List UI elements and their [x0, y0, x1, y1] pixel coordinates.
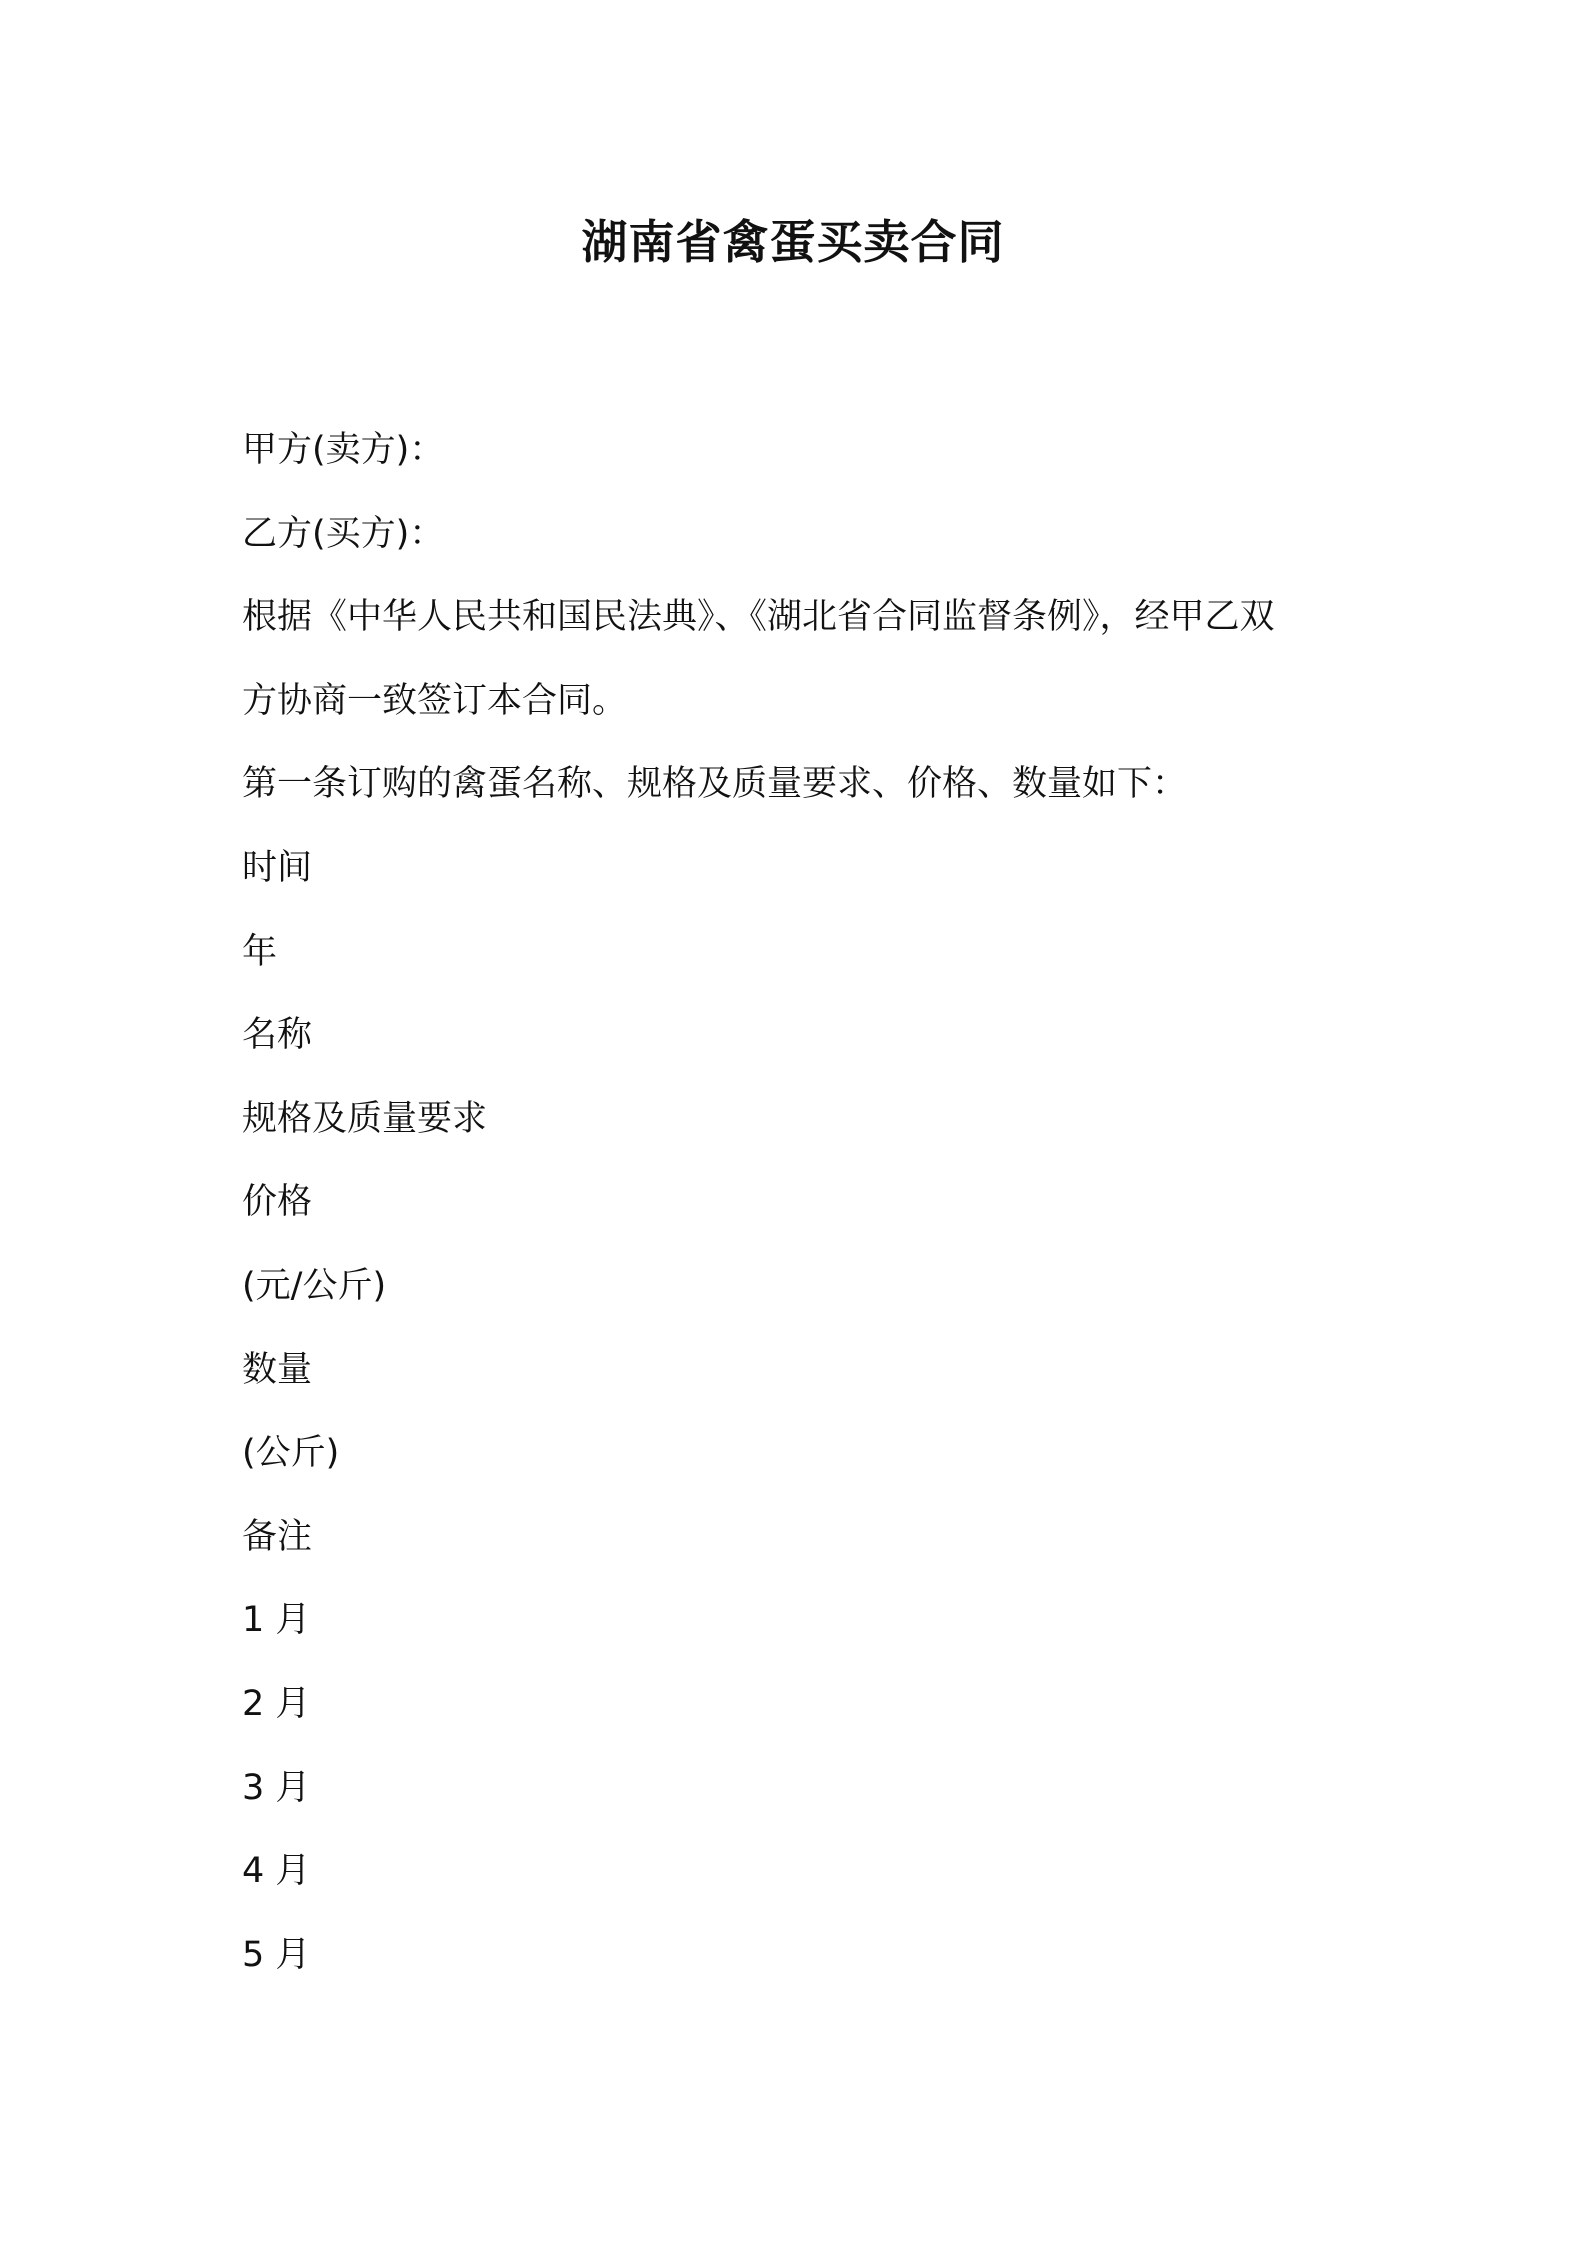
field-name: 名称: [242, 1015, 313, 1056]
field-remarks: 备注: [242, 1516, 313, 1557]
field-price-unit: (元/公斤): [242, 1265, 387, 1306]
field-quantity: 数量: [242, 1349, 313, 1390]
month-row: 2 月: [242, 1683, 311, 1724]
field-year: 年: [242, 931, 278, 972]
field-spec-quality: 规格及质量要求: [242, 1098, 488, 1139]
field-price: 价格: [242, 1182, 313, 1223]
field-time: 时间: [242, 847, 313, 888]
month-row: 4 月: [242, 1851, 311, 1892]
article-one-heading: 第一条订购的禽蛋名称、规格及质量要求、价格、数量如下：: [242, 764, 1188, 805]
buyer-line: 乙方(买方)：: [242, 513, 445, 554]
month-row: 5 月: [242, 1934, 311, 1975]
preamble-line-2: 方协商一致签订本合同。: [242, 680, 628, 721]
month-row: 3 月: [242, 1767, 311, 1808]
field-quantity-unit: (公斤): [242, 1433, 340, 1474]
preamble-line-1: 根据《中华人民共和国民法典》、《湖北省合同监督条例》，经甲乙双: [242, 597, 1275, 638]
document-title: 湖南省禽蛋买卖合同: [581, 215, 1005, 269]
month-row: 1 月: [242, 1600, 311, 1641]
seller-line: 甲方(卖方)：: [242, 430, 445, 470]
document-body: [242, 409, 1362, 1997]
